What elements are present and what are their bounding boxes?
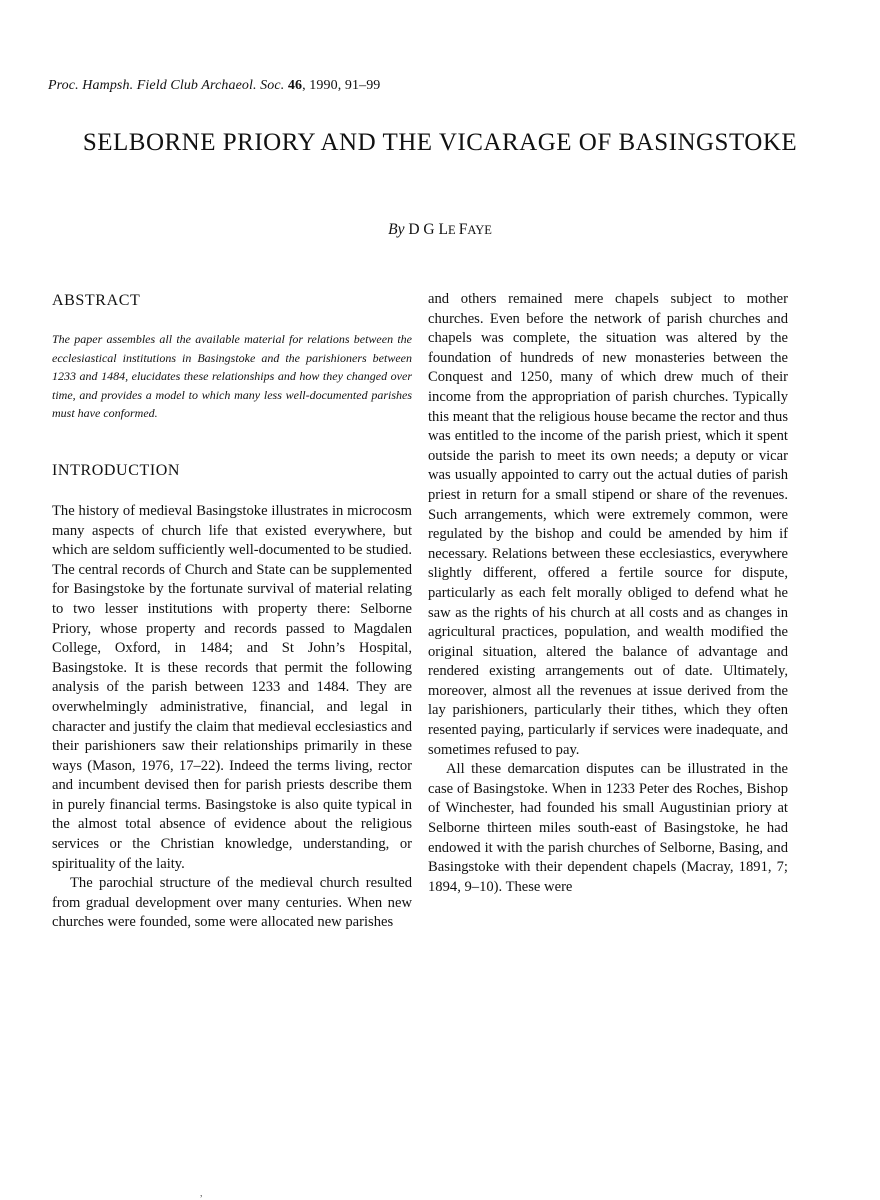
- byline-surname-cap2: F: [458, 221, 468, 238]
- byline-by: By: [388, 221, 405, 238]
- byline-initials: D G: [408, 221, 435, 238]
- introduction-heading: INTRODUCTION: [52, 461, 181, 479]
- byline-surname-sc2: AYE: [467, 223, 492, 237]
- byline-surname-cap1: L: [438, 221, 448, 238]
- page-speck: ,: [200, 1188, 203, 1199]
- author-byline: [0, 221, 880, 239]
- intro-paragraph-2-continued: and others remained mere chapels subject to mother churches. Even before the network of parish churches and chapels was complete, the situation was altered by the foundation of hundreds of new monasteries between the Conquest and 1250, many of which drew much of their income from the appropriation of parish churches. Typically this meant that the religious house became the rector and thus was entitled to the income of the parish priest, which it spent outside the parish to meet its own needs; a deputy or vicar was usually appointed to carry out the actual duties of parish priest in return for a small stipend or share of the revenues. Such arrangements, which were extremely common, were regulated by the bishop and could be amended by him if necessary. Relations between these ecclesiastics, everywhere slightly different, offered a fertile source for dispute, particularly as each felt morally obliged to defend what he saw as the rights of his church at all costs and as changes in agricultural practices, population, and wealth modified the original situation, altered the balance of advantage and rendered existing arrangements out of date. Ultimately, moreover, almost all the revenues at issue derived from the lay parishioners, particularly their tithes, which they often resented paying, particularly if services were inadequate, and sometimes refused to pay.: [428, 291, 788, 758]
- intro-paragraph-1: The history of medieval Basingstoke illustrates in microcosm many aspects of church life that existed everywhere, but which are seldom sufficiently well-documented to be studied. The central records of Church and State can be supplemented for Basingstoke by the fortunate survival of material relating to two lesser institutions with property there: Selborne Priory, whose property and records passed to Magdalen College, Oxford, in 1484; and St John’s Hospital, Basingstoke. It is these records that permit the following analysis of the parish between 1233 and 1484. They are overwhelmingly administrative, financial, and legal in character and justify the claim that medieval ecclesiastics and their parishioners saw their relationships primarily in these ways (Mason, 1976, 17–22). Indeed the terms living, rector and incumbent devised then for parish priests describe them in purely financial terms. Basingstoke is also quite typical in the almost total absence of evidence about the religious services or the Christian knowledge, understanding, or spirituality of the laity.: [52, 502, 412, 872]
- citation-journal: Proc. Hampsh. Field Club Archaeol. Soc.: [48, 78, 285, 93]
- left-column: [52, 290, 412, 933]
- article-title: SELBORNE PRIORY AND THE VICARAGE OF BASINGSTOKE: [82, 129, 798, 156]
- right-column: [428, 290, 788, 897]
- abstract-text: The paper assembles all the available material for relations between the ecclesiastical institutions in Basingstoke and the parishioners between 1233 and 1484, elucidates these relationships and how they changed over time, and provides a model to which many less well-documented parishes must have conformed.: [52, 332, 412, 421]
- abstract-heading: ABSTRACT: [52, 292, 141, 309]
- citation-volume: 46: [287, 78, 303, 93]
- citation-year-pages: , 1990, 91–99: [302, 78, 381, 93]
- intro-paragraph-2-start: The parochial structure of the medieval church resulted from gradual development over many centuries. When new churches were founded, some were allocated new parishes: [52, 875, 412, 931]
- byline-surname: [438, 221, 491, 238]
- byline-surname-sc1: E: [447, 223, 459, 237]
- journal-citation: [48, 78, 380, 94]
- intro-paragraph-3: All these demarcation disputes can be illustrated in the case of Basingstoke. When in 1233 Peter des Roches, Bishop of Winchester, had founded his small Augustinian priory at Selborne thirteen miles south-east of Basingstoke, he had endowed it with the parish churches of Selborne, Basing, and Basingstoke with their dependent chapels (Macray, 1891, 7; 1894, 9–10). These were: [428, 761, 788, 895]
